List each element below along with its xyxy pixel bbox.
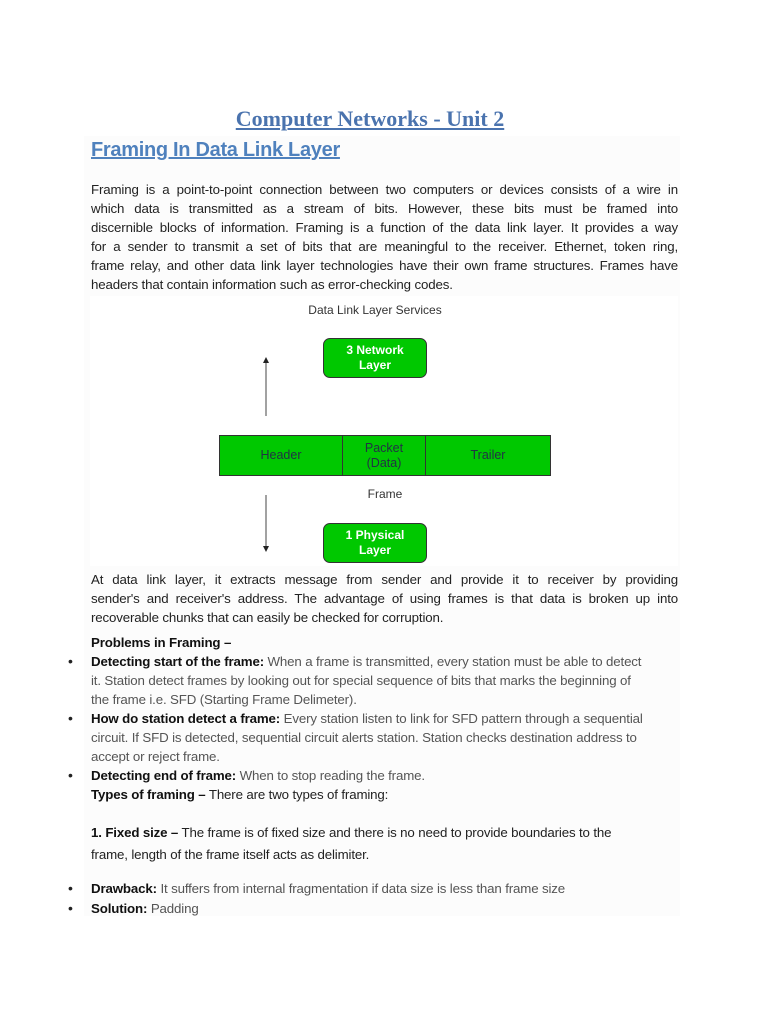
solution: Solution: Padding xyxy=(91,901,199,916)
intro-line: for a sender to transmit a set of bits that are meaningful to the receiver. Ethernet, token ring, xyxy=(91,239,678,254)
problem-item: Detecting end of frame: When to stop reading the frame. xyxy=(91,768,425,783)
intro-line: headers that contain information such as error-checking codes. xyxy=(91,277,453,292)
problem-line: the frame i.e. SFD (Starting Frame Delimeter). xyxy=(91,692,357,707)
bullet: • xyxy=(68,880,73,896)
intro-line: which data is transmitted as a stream of bits. However, these bits must be framed into xyxy=(91,201,678,216)
data-link-diagram xyxy=(90,296,678,566)
drawback: Drawback: It suffers from internal fragmentation if data size is less than frame size xyxy=(91,881,566,896)
frame-header-cell: Header xyxy=(220,436,343,475)
problem-line: circuit. If SFD is detected, sequential circuit alerts station. Station checks destination address to xyxy=(91,730,637,745)
arrow-down-icon xyxy=(260,494,272,554)
physical-layer-box: 1 Physical Layer xyxy=(323,523,427,563)
frame-trailer-cell: Trailer xyxy=(470,448,506,462)
bullet: • xyxy=(68,653,73,669)
problem-item: Detecting start of the frame: When a frame is transmitted, every station must be able to detect xyxy=(91,654,642,669)
types-of-framing: Types of framing – There are two types of framing: xyxy=(91,787,389,802)
frame-structure xyxy=(219,435,551,476)
bullet: • xyxy=(68,900,73,916)
bullet: • xyxy=(68,710,73,726)
para-line: sender's and receiver's address. The advantage of using frames is that data is broken up into xyxy=(91,591,678,606)
problem-line: it. Station detect frames by looking out for special sequence of bits that marks the beginning of xyxy=(91,673,631,688)
intro-line: frame relay, and other data link layer technologies have their own frame structures. Frames have xyxy=(91,258,678,273)
network-layer-box: 3 Network Layer xyxy=(323,338,427,378)
frame-label: Frame xyxy=(367,487,403,501)
intro-line: Framing is a point-to-point connection between two computers or devices consists of a wire in xyxy=(91,182,678,197)
problem-line: accept or reject frame. xyxy=(91,749,220,764)
bullet: • xyxy=(68,767,73,783)
problem-item: How do station detect a frame: Every station listen to link for SFD pattern through a sequential xyxy=(91,711,643,726)
para-line: At data link layer, it extracts message from sender and provide it to receiver by providing xyxy=(91,572,678,587)
document-title: Computer Networks - Unit 2 xyxy=(235,106,505,131)
arrow-up-icon xyxy=(260,356,272,418)
fixed-size-line: frame, length of the frame itself acts as delimiter. xyxy=(91,847,370,862)
diagram-title: Data Link Layer Services xyxy=(308,303,442,317)
para-line: recoverable chunks that can easily be checked for corruption. xyxy=(91,610,444,625)
intro-line: discernible blocks of information. Framing is a function of the data link layer. It provides a way xyxy=(91,220,678,235)
section-heading: Framing In Data Link Layer xyxy=(91,139,340,161)
problems-heading: Problems in Framing – xyxy=(91,635,232,650)
frame-packet-cell: Packet (Data) xyxy=(343,436,426,475)
fixed-size: 1. Fixed size – The frame is of fixed size and there is no need to provide boundaries to the xyxy=(91,825,612,840)
